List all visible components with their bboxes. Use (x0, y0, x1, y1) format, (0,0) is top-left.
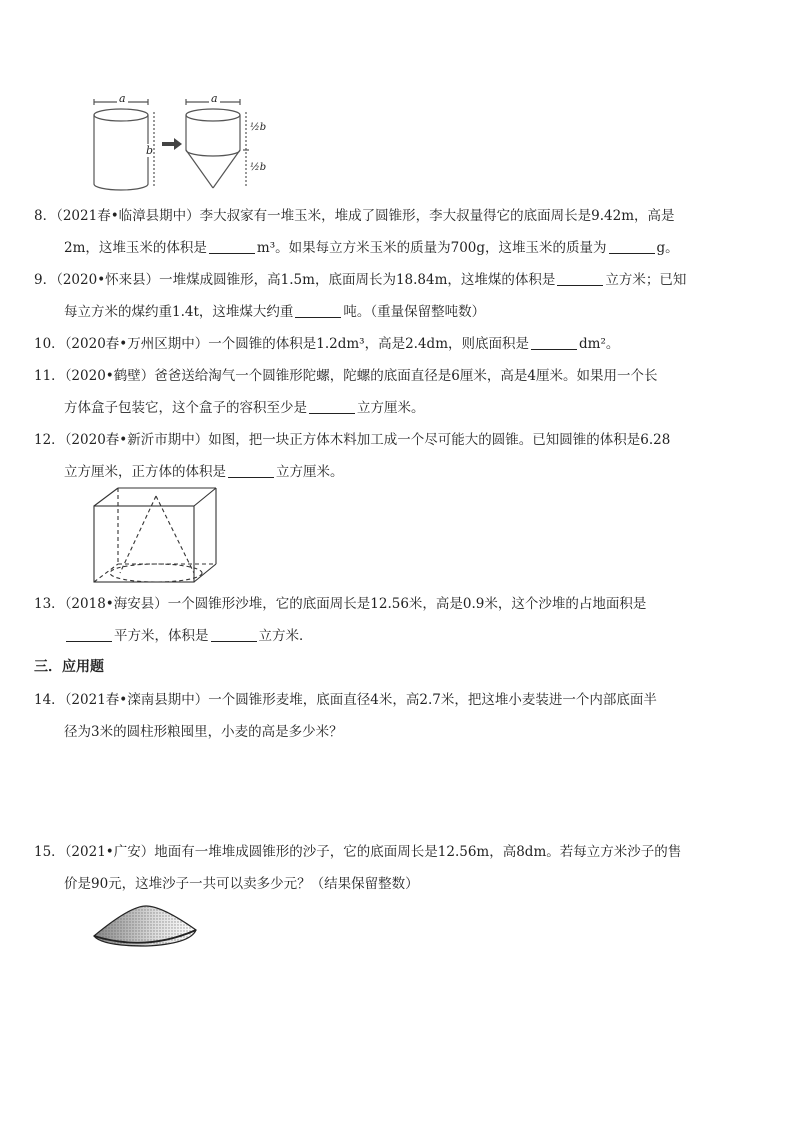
answer-blank[interactable] (66, 627, 112, 642)
q10-number: 10． (34, 336, 65, 352)
q11-line1: 爸爸送给淘气一个圆锥形陀螺，陀螺的底面直径是6厘米，高是4厘米。如果用一个长 (154, 368, 658, 384)
q10-line1: 一个圆锥的体积是1.2dm³，高是2.4dm，则底面积是 (208, 336, 530, 352)
q13-line2b: 立方米． (258, 628, 313, 644)
label-b: b (146, 144, 154, 157)
question-12 (34, 424, 754, 488)
question-13 (34, 588, 754, 652)
answer-blank[interactable] (209, 239, 255, 254)
q11-source: （2020•鹤壁） (64, 368, 155, 384)
q15-line1: 地面有一堆堆成圆锥形的沙子，它的底面周长是12.56m，高8dm。若每立方米沙子的售 (154, 844, 682, 860)
q11-line2b: 立方厘米。 (357, 400, 425, 416)
question-11 (34, 360, 754, 424)
q15-number: 15． (34, 844, 65, 860)
cube-cone-diagram (90, 486, 220, 586)
label-a-right: a (211, 92, 218, 105)
answer-blank[interactable] (228, 463, 274, 478)
q8-line2b: m³。如果每立方米玉米的质量为700g，这堆玉米的质量为 (256, 240, 607, 256)
q14-line1: 一个圆锥形麦堆，底面直径4米，高2.7米，把这堆小麦装进一个内部底面半 (208, 692, 657, 708)
question-8 (34, 200, 754, 264)
q9-line2b: 吨。（重量保留整吨数） (343, 304, 486, 320)
q10-line1b: dm²。 (579, 336, 620, 352)
q13-number: 13． (34, 596, 65, 612)
q9-line1b: 立方米；已知 (605, 272, 687, 288)
q9-line2a: 每立方米的煤约重1.4t，这堆煤大约重 (64, 304, 294, 320)
q9-line1: 一堆煤成圆锥形，高1.5m，底面周长为18.84m，这堆煤的体积是 (159, 272, 556, 288)
answer-blank[interactable] (557, 271, 603, 286)
q12-line2b: 立方厘米。 (276, 464, 344, 480)
label-half-b-top: ½b (250, 122, 267, 133)
question-14 (34, 684, 754, 748)
q12-number: 12． (34, 432, 65, 448)
q14-number: 14． (34, 692, 65, 708)
answer-blank[interactable] (295, 303, 341, 318)
sand-pile-image (90, 900, 200, 950)
q12-line2a: 立方厘米，正方体的体积是 (64, 464, 226, 480)
cylinder-cone-diagram (88, 92, 278, 194)
q11-line2a: 方体盒子包装它，这个盒子的容积至少是 (64, 400, 307, 416)
q13-line1: 一个圆锥形沙堆，它的底面周长是12.56米，高是0.9米，这个沙堆的占地面积是 (167, 596, 647, 612)
label-half-b-bottom: ½b (250, 162, 267, 173)
answer-blank[interactable] (309, 399, 355, 414)
answer-blank[interactable] (211, 627, 257, 642)
q12-line1: 如图，把一块正方体木料加工成一个尽可能大的圆锥。已知圆锥的体积是6.28 (208, 432, 671, 448)
q9-source: （2020•怀来县） (56, 272, 160, 288)
q8-number: 8． (34, 208, 57, 224)
q8-line1: 李大叔家有一堆玉米，堆成了圆锥形，李大叔量得它的底面周长是9.42m，高是 (199, 208, 675, 224)
q8-line2a: 2m，这堆玉米的体积是 (64, 240, 207, 256)
q8-line2c: g。 (656, 240, 679, 256)
q9-number: 9． (34, 272, 57, 288)
section-title: 三．应用题 (34, 659, 104, 675)
q13-source: （2018•海安县） (64, 596, 168, 612)
label-a-left: a (119, 92, 126, 105)
answer-blank[interactable] (609, 239, 655, 254)
q8-source: （2021春•临漳县期中） (56, 208, 200, 224)
question-15 (34, 836, 754, 900)
question-10 (34, 328, 754, 360)
q11-number: 11． (34, 368, 65, 384)
question-9 (34, 264, 754, 328)
q15-source: （2021•广安） (64, 844, 155, 860)
q12-source: （2020春•新沂市期中） (64, 432, 209, 448)
answer-blank[interactable] (531, 335, 577, 350)
q14-line2: 径为3米的圆柱形粮囤里，小麦的高是多少米？ (64, 724, 343, 740)
q13-line2a: 平方米，体积是 (114, 628, 209, 644)
q14-source: （2021春•滦南县期中） (64, 692, 209, 708)
q10-source: （2020春•万州区期中） (64, 336, 209, 352)
q15-line2: 价是90元，这堆沙子一共可以卖多少元？（结果保留整数） (64, 876, 419, 892)
